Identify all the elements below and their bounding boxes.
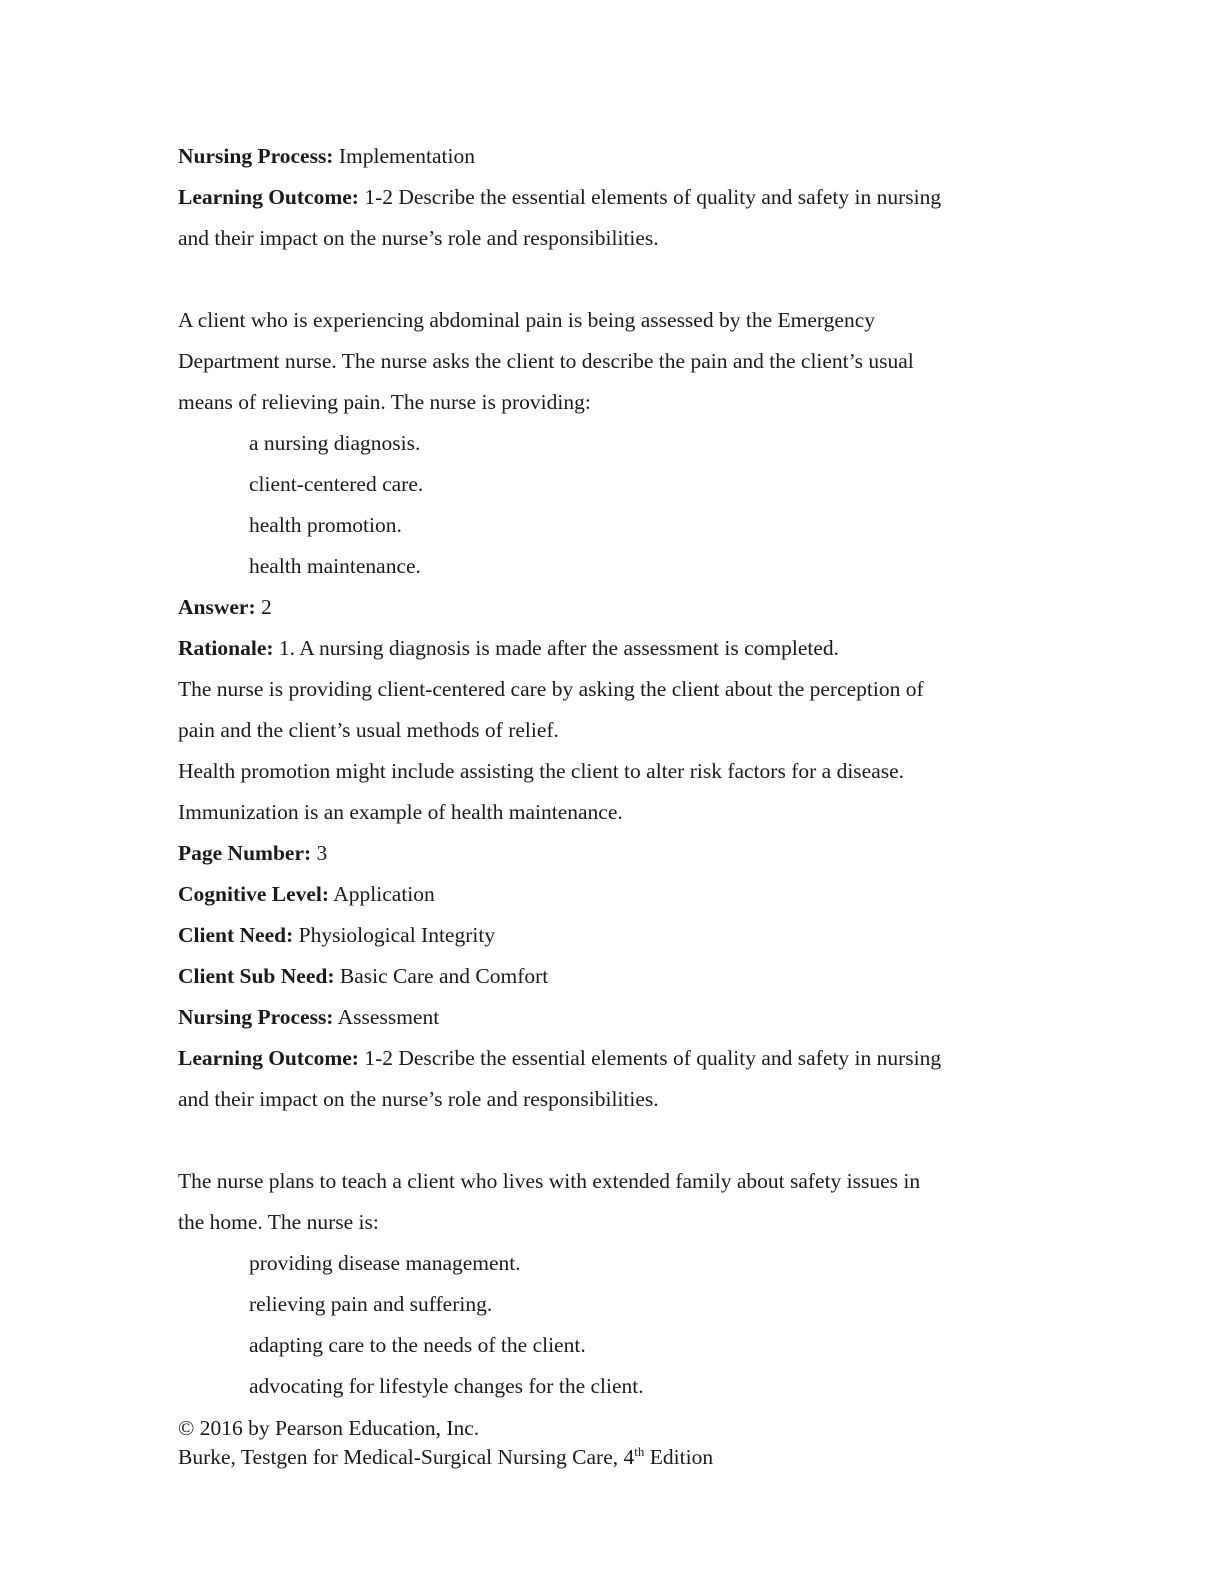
field-label: Nursing Process: [178,1005,334,1029]
q1-option: client-centered care. [249,472,424,496]
book-citation [178,1443,713,1472]
spacer [178,259,1058,300]
q1-page-number [178,833,1058,874]
prev-nursing-process [178,136,1058,177]
field-label: Cognitive Level: [178,882,330,906]
field-value: Basic Care and Comfort [334,964,549,988]
q1-nursing-process [178,997,1058,1038]
field-value: Implementation [333,144,475,168]
q1-learning-outcome [178,1038,1058,1079]
field-label: Rationale: [178,636,274,660]
q2-stem-line: the home. The nurse is: [178,1210,379,1234]
field-value: Physiological Integrity [293,923,496,947]
q1-option: health promotion. [249,513,402,537]
q2-option: adapting care to the needs of the client. [249,1333,586,1357]
page-footer [178,1414,713,1472]
citation-suffix: Edition [644,1445,714,1469]
q1-stem-line: A client who is experiencing abdominal pain is being assessed by the Emergency [178,308,875,332]
q1-option: a nursing diagnosis. [249,431,421,455]
field-value: 2 [255,595,272,619]
field-label: Page Number: [178,841,312,865]
q1-cognitive-level [178,874,1058,915]
copyright-text: © 2016 by Pearson Education, Inc. [178,1416,480,1440]
field-label: Learning Outcome: [178,1046,359,1070]
citation-text: Burke, Testgen for Medical-Surgical Nursing Care, 4 [178,1445,635,1469]
field-value: 3 [311,841,328,865]
q1-rationale-line: Health promotion might include assisting the client to alter risk factors for a disease. [178,759,905,783]
field-value: 1. A nursing diagnosis is made after the assessment is completed. [273,636,840,660]
prev-learning-outcome [178,177,1058,218]
q1-client-sub-need [178,956,1058,997]
field-value: Assessment [333,1005,440,1029]
field-value: 1-2 Describe the essential elements of quality and safety in nursing [358,185,942,209]
prev-learning-outcome-cont: and their impact on the nurse’s role and responsibilities. [178,226,659,250]
q1-rationale-line: The nurse is providing client-centered care by asking the client about the perception of [178,677,924,701]
field-label: Answer: [178,595,256,619]
spacer [178,1120,1058,1161]
q1-rationale [178,628,1058,669]
q2-option: relieving pain and suffering. [249,1292,493,1316]
q1-option: health maintenance. [249,554,421,578]
q2-stem-line: The nurse plans to teach a client who lives with extended family about safety issues in [178,1169,921,1193]
q2-option: providing disease management. [249,1251,521,1275]
q1-rationale-line: Immunization is an example of health maintenance. [178,800,623,824]
q1-answer [178,587,1058,628]
field-value: 1-2 Describe the essential elements of quality and safety in nursing [358,1046,942,1070]
field-label: Client Need: [178,923,294,947]
edition-superscript: th [634,1444,645,1459]
document-page [178,136,1058,1407]
q1-stem-line: Department nurse. The nurse asks the client to describe the pain and the client’s usual [178,349,914,373]
field-label: Nursing Process: [178,144,334,168]
q1-stem-line: means of relieving pain. The nurse is providing: [178,390,591,414]
field-label: Learning Outcome: [178,185,359,209]
field-label: Client Sub Need: [178,964,335,988]
field-value: Application [329,882,435,906]
q2-option: advocating for lifestyle changes for the client. [249,1374,644,1398]
q1-learning-outcome-cont: and their impact on the nurse’s role and responsibilities. [178,1087,659,1111]
q1-rationale-line: pain and the client’s usual methods of relief. [178,718,559,742]
q1-client-need [178,915,1058,956]
